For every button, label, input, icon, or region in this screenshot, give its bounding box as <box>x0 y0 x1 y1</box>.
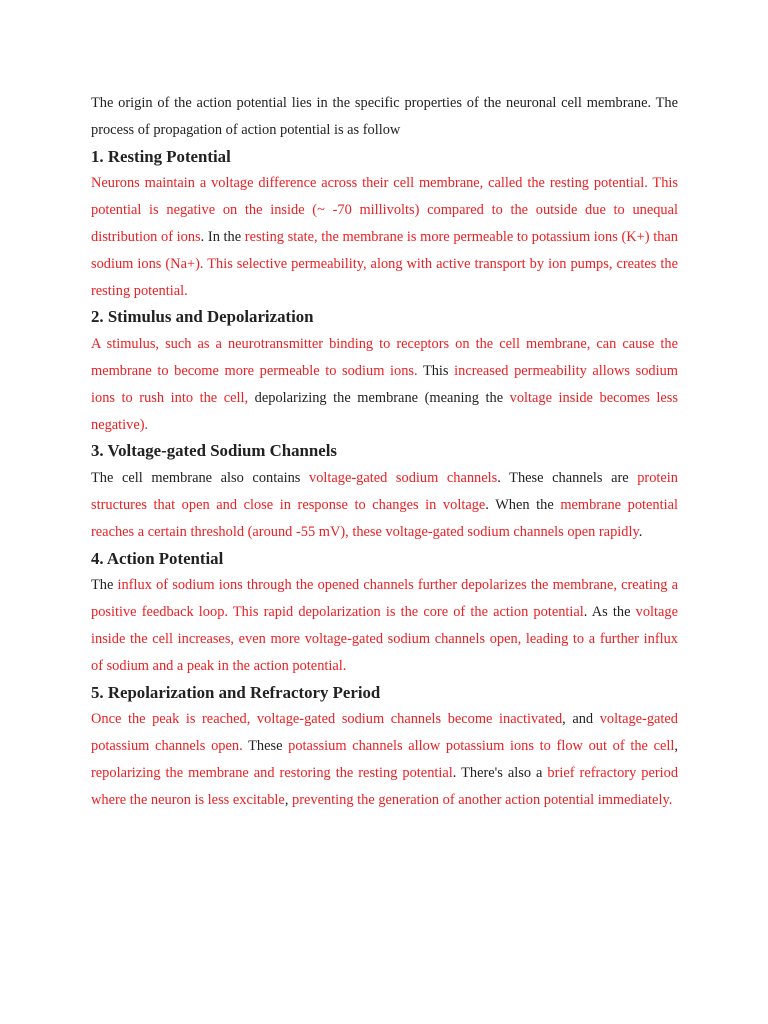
section-heading-resting-potential: 1. Resting Potential <box>91 146 231 166</box>
intro-paragraph: The origin of the action potential lies in the specific properties of the neuronal cell membrane. The process of propagation of action potential is as follow <box>91 95 678 138</box>
document-page <box>91 90 678 814</box>
text-segment: . These channels are <box>497 470 638 487</box>
text-segment: voltage-gated sodium channels <box>309 470 498 487</box>
section-body-voltage-gated-sodium-channels <box>91 465 678 545</box>
section-heading-repolarization-refractory-period: 5. Repolarization and Refractory Period <box>91 682 381 702</box>
text-segment: The cell membrane also contains <box>91 470 309 487</box>
text-segment: repolarizing the membrane and restoring the resting potential <box>91 764 453 781</box>
text-segment: preventing the generation of another action potential immediately. <box>292 791 673 808</box>
text-segment: A stimulus, such as a neurotransmitter binding to receptors on the cell membrane, can cause the membrane to become more permeable to sodium ions. <box>91 336 678 379</box>
section-body-resting-potential <box>91 170 678 304</box>
section-heading-voltage-gated-sodium-channels: 3. Voltage-gated Sodium Channels <box>91 441 337 461</box>
text-segment: increased permeability allows sodium ions to rush into the cell, <box>91 362 678 406</box>
text-segment: , and <box>562 711 600 728</box>
text-segment: voltage inside becomes less negative). <box>91 389 678 433</box>
text-segment: brief refractory period where the neuron is less excitable <box>91 764 679 808</box>
text-segment: , <box>284 791 293 808</box>
text-segment: Neurons maintain a voltage difference across their cell membrane, called the resting potential. This potential is negative on the inside (~ -70 millivolts) compared to the outside due to unequal distribution of ions <box>91 175 678 245</box>
text-segment: potassium channels allow potassium ions to flow out of the cell <box>288 738 675 755</box>
text-segment: voltage-gated potassium channels open. <box>91 711 678 755</box>
text-segment: depolarizing the membrane (meaning the <box>248 389 510 406</box>
text-segment: influx of sodium ions through the opened channels further depolarizes the membrane, creating a positive feedback loop. This rapid depolarization is the core of the action potential <box>91 577 678 621</box>
text-segment: Once the peak is reached, voltage-gated sodium channels become inactivated <box>91 711 563 728</box>
text-segment: resting state, the membrane is more permeable to potassium ions (K+) than sodium ions (Na+). This selective permeability, along with active transport by ion pumps, creates the resting potential. <box>91 228 678 299</box>
text-segment: These <box>242 738 289 755</box>
text-segment: This <box>417 362 455 379</box>
text-segment: membrane potential reaches a certain threshold (around -55 mV), these voltage-gated sodium channels open rapidly <box>91 496 678 540</box>
section-body-stimulus-depolarization <box>91 331 678 438</box>
text-segment: protein structures that open and close in response to changes in voltage <box>91 470 678 513</box>
text-segment: . There's also a <box>452 764 548 781</box>
section-body-repolarization-refractory-period <box>91 706 678 813</box>
text-segment: . <box>638 523 643 540</box>
text-segment: . In the <box>200 228 245 245</box>
section-heading-action-potential: 4. Action Potential <box>91 548 224 568</box>
text-segment: . When the <box>485 496 561 513</box>
text-segment: The <box>91 577 118 594</box>
text-segment: voltage inside the cell increases, even more voltage-gated sodium channels open, leading to a further influx of sodium and a peak in the action potential. <box>91 604 679 674</box>
text-segment: , <box>674 738 679 755</box>
section-body-action-potential <box>91 572 678 679</box>
section-heading-stimulus-depolarization: 2. Stimulus and Depolarization <box>91 307 314 327</box>
text-segment: . As the <box>583 604 636 621</box>
